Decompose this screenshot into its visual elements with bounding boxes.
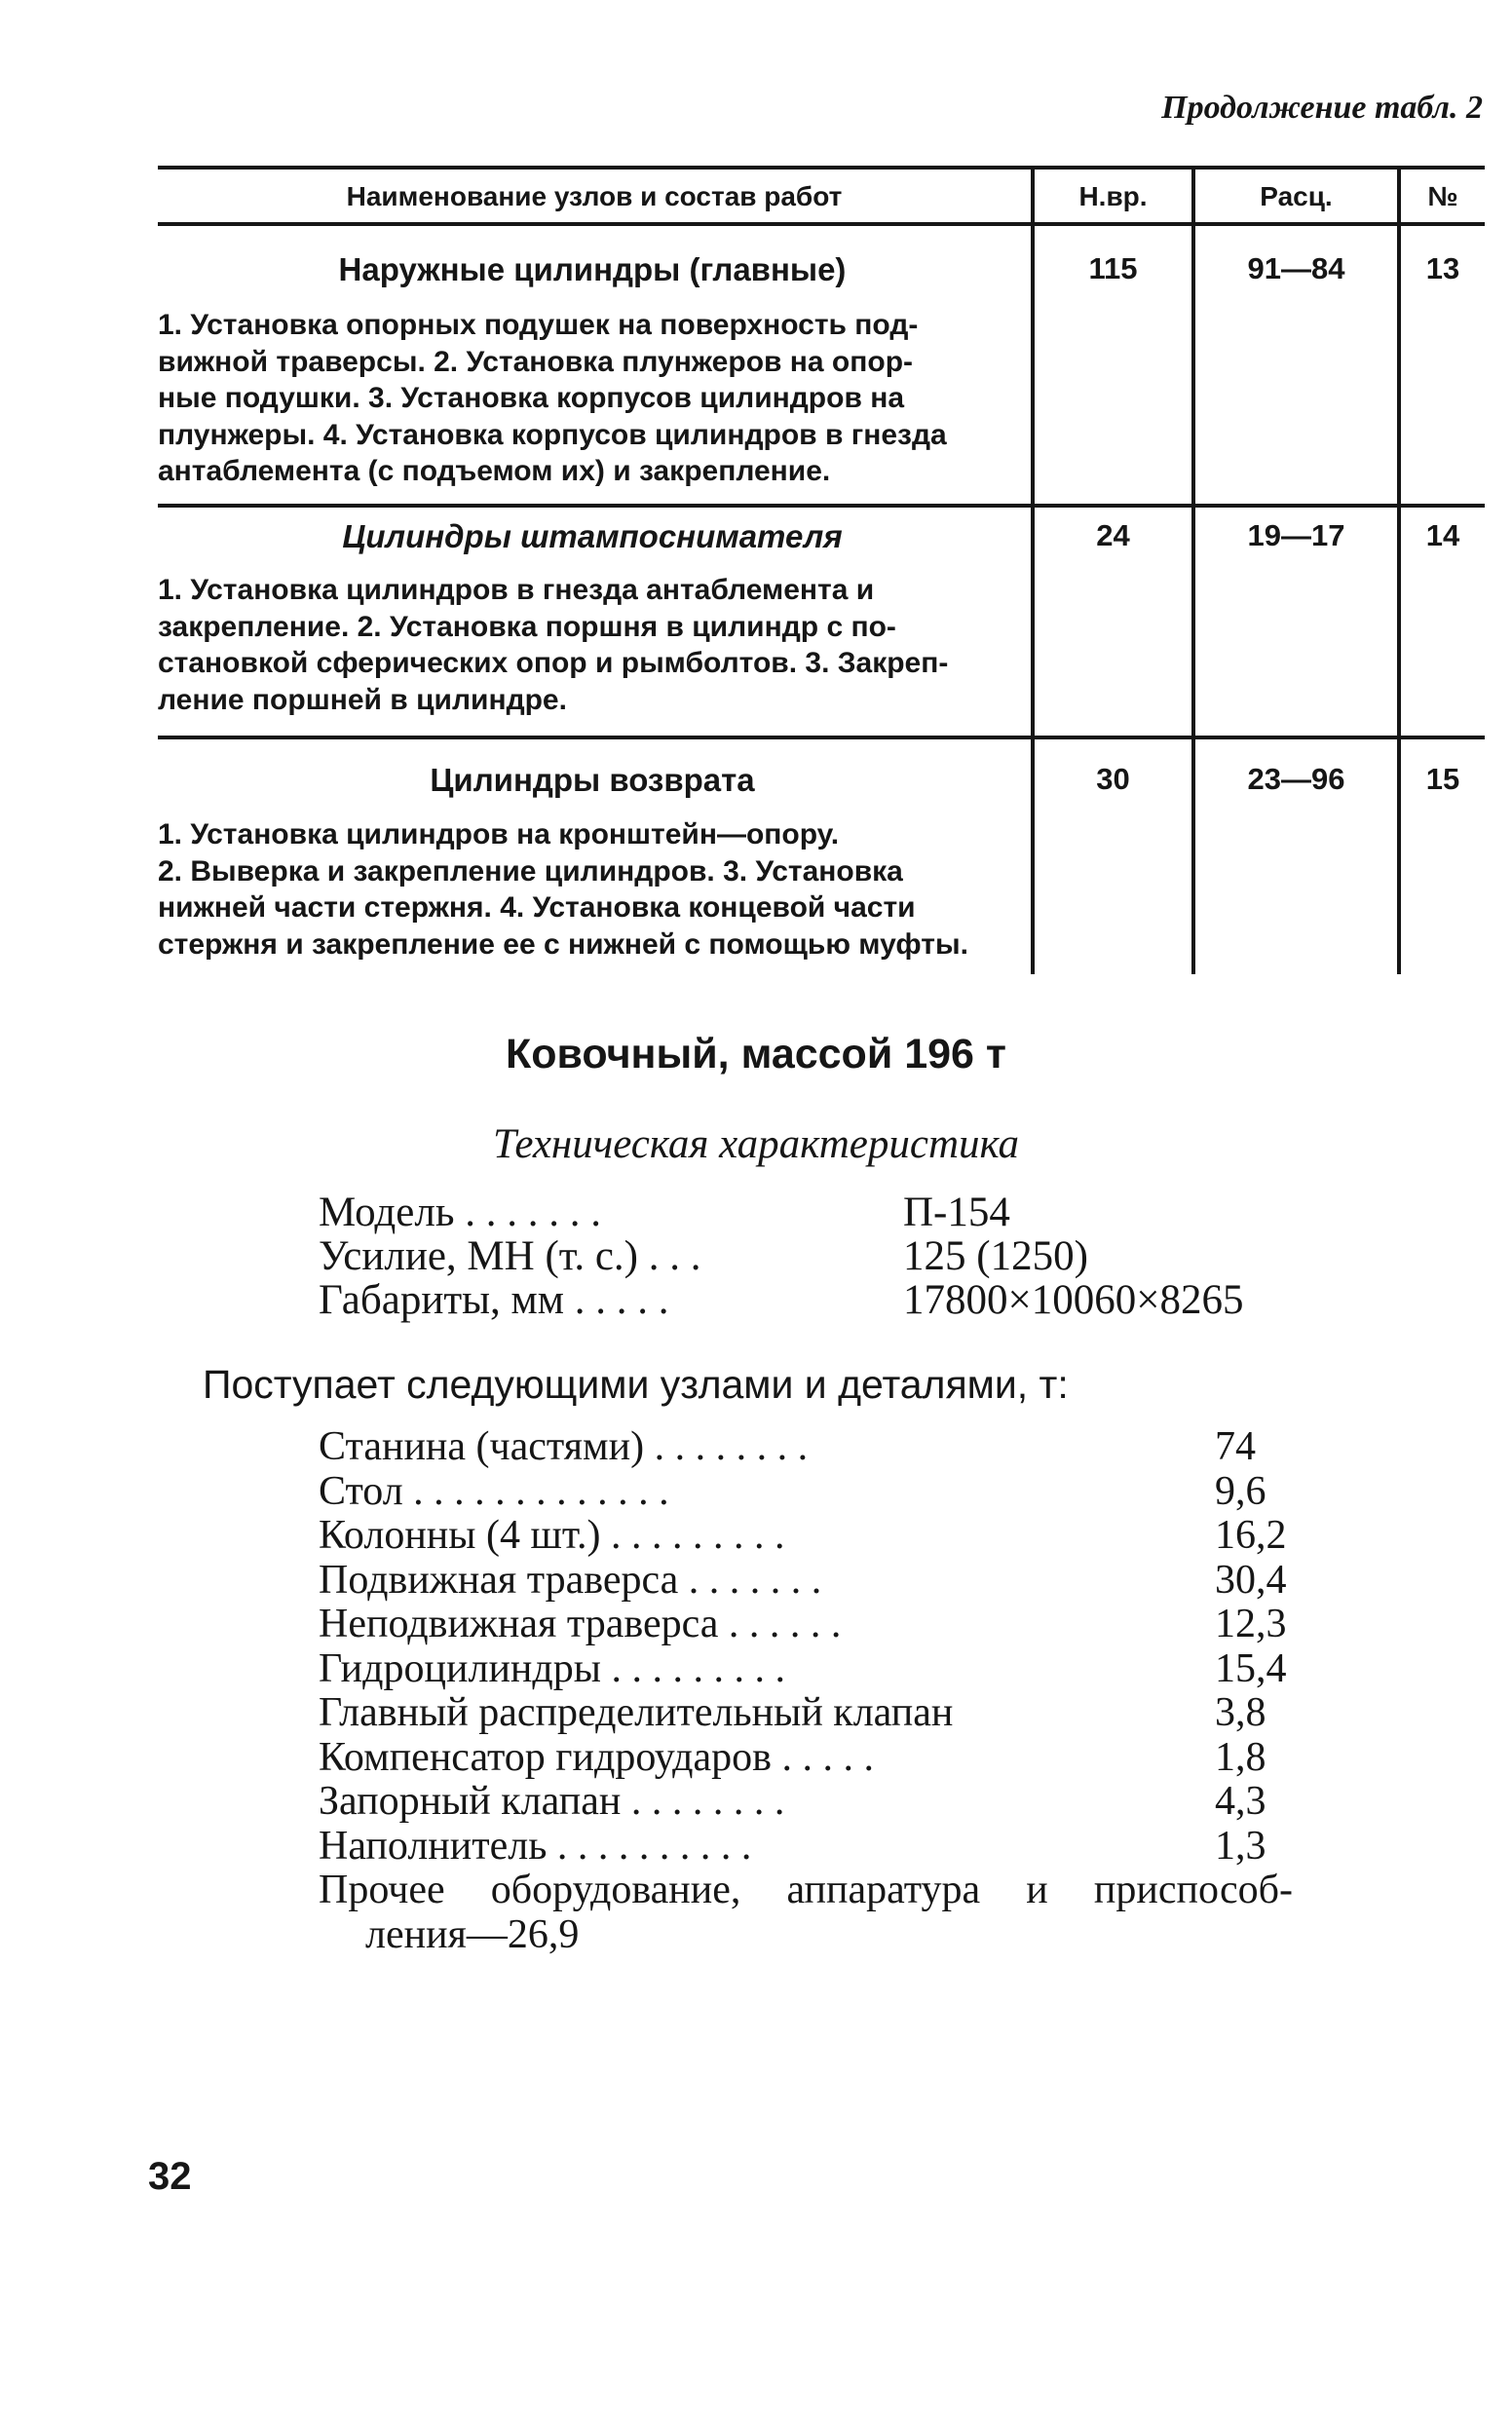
part-label: Колонны (4 шт.) . . . . . . . . . — [319, 1513, 785, 1558]
work-table — [158, 166, 1485, 974]
header-num: № — [1427, 181, 1458, 211]
group-divider-rule — [158, 504, 1485, 508]
description-line: антаблемента (с подъемом их) и закрепление. — [158, 455, 831, 487]
part-mass: 15,4 — [1215, 1645, 1287, 1691]
column-rule — [1191, 166, 1195, 974]
group-description — [158, 307, 1015, 490]
other-equipment-note — [319, 1868, 1293, 1957]
part-mass: 16,2 — [1215, 1513, 1287, 1558]
group-title: Наружные цилиндры (главные) — [338, 251, 847, 287]
part-row — [319, 1603, 1293, 1647]
cell-rate: 23—96 — [1247, 762, 1345, 796]
description-line: ление поршней в цилиндре. — [158, 683, 567, 716]
other-equipment-line: Прочее оборудование, аппаратура и приспособ- — [319, 1868, 1293, 1912]
cell-norm: 30 — [1096, 762, 1130, 796]
part-row — [319, 1470, 1293, 1515]
description-line: 1. Установка опорных подушек на поверхность под- — [158, 309, 919, 341]
description-line: 1. Установка цилиндров на кронштейн—опору. — [158, 818, 840, 850]
column-rule — [1397, 166, 1401, 974]
page-number: 32 — [148, 2155, 192, 2198]
part-label: Запорный клапан . . . . . . . . — [319, 1779, 785, 1824]
description-line: закрепление. 2. Установка поршня в цилиндр с по- — [158, 610, 896, 643]
part-label: Гидроцилиндры . . . . . . . . . — [319, 1645, 785, 1691]
part-mass: 3,8 — [1215, 1690, 1266, 1735]
column-rule — [1031, 166, 1035, 974]
group-description — [158, 816, 1015, 963]
cell-norm: 115 — [1088, 251, 1138, 285]
cell-rate: 19—17 — [1247, 518, 1345, 552]
spec-value: 125 (1250) — [903, 1233, 1088, 1279]
part-row — [319, 1647, 1293, 1692]
part-row — [319, 1825, 1293, 1870]
header-name: Наименование узлов и состав работ — [346, 181, 843, 211]
part-mass: 1,3 — [1215, 1823, 1266, 1869]
supply-intro: Поступает следующими узлами и деталями, т: — [203, 1362, 1069, 1407]
group-divider-rule — [158, 736, 1485, 739]
part-row — [319, 1736, 1293, 1781]
section-heading: Ковочный, массой 196 т — [506, 1031, 1006, 1077]
part-mass: 4,3 — [1215, 1779, 1266, 1824]
group-description — [158, 572, 1015, 718]
part-label: Стол . . . . . . . . . . . . . — [319, 1468, 669, 1514]
group-title: Цилиндры возврата — [430, 762, 755, 798]
part-row — [319, 1780, 1293, 1825]
header-norm: Н.вр. — [1078, 181, 1148, 211]
part-row — [319, 1691, 1293, 1736]
description-line: вижной траверсы. 2. Установка плунжеров на опор- — [158, 345, 914, 378]
description-line: становкой сферических опор и рымболтов. 3. Закреп- — [158, 647, 949, 679]
description-line: нижней части стержня. 4. Установка концевой части — [158, 891, 916, 924]
other-equipment-line: ления—26,9 — [365, 1912, 580, 1957]
part-mass: 9,6 — [1215, 1468, 1266, 1514]
description-line: стержня и закрепление ее с нижней с помощью муфты. — [158, 927, 968, 961]
spec-value: 17800×10060×8265 — [903, 1277, 1244, 1323]
subsection-heading: Техническая характеристика — [492, 1121, 1020, 1167]
part-mass: 74 — [1215, 1424, 1256, 1469]
description-line: 1. Установка цилиндров в гнезда антаблемента и — [158, 574, 875, 606]
group-title: Цилиндры штампоснимателя — [342, 518, 843, 554]
cell-num: 15 — [1425, 762, 1460, 796]
spec-label: Усилие, МН (т. с.) . . . — [319, 1233, 701, 1279]
part-mass: 30,4 — [1215, 1557, 1287, 1603]
part-row — [319, 1514, 1293, 1559]
description-line: 2. Выверка и закрепление цилиндров. 3. Установка — [158, 854, 903, 888]
cell-rate: 91—84 — [1247, 251, 1345, 285]
part-label: Подвижная траверса . . . . . . . — [319, 1557, 822, 1603]
cell-num: 14 — [1425, 518, 1460, 552]
spec-value: П-154 — [903, 1190, 1010, 1235]
header-rate: Расц. — [1260, 181, 1333, 211]
header-bottom-rule — [158, 222, 1485, 226]
cell-norm: 24 — [1096, 518, 1130, 552]
cell-num: 13 — [1425, 251, 1460, 285]
description-line: плунжеры. 4. Установка корпусов цилиндров в гнезда — [158, 418, 947, 451]
parts-list — [319, 1425, 1293, 1869]
part-label: Компенсатор гидроударов . . . . . — [319, 1734, 874, 1780]
part-label: Главный распределительный клапан — [319, 1690, 954, 1735]
table-continuation-label: Продолжение табл. 2 — [1161, 90, 1483, 126]
description-line: ные подушки. 3. Установка корпусов цилиндров на — [158, 382, 905, 414]
part-label: Станина (частями) . . . . . . . . — [319, 1424, 809, 1469]
part-mass: 1,8 — [1215, 1734, 1266, 1780]
part-label: Наполнитель . . . . . . . . . . — [319, 1823, 752, 1869]
spec-label: Модель . . . . . . . — [319, 1190, 601, 1235]
part-label: Неподвижная траверса . . . . . . — [319, 1602, 842, 1646]
part-row — [319, 1559, 1293, 1604]
spec-label: Габариты, мм . . . . . — [319, 1277, 669, 1323]
table-top-rule — [158, 166, 1485, 170]
part-mass: 12,3 — [1215, 1602, 1287, 1646]
part-row — [319, 1425, 1293, 1470]
